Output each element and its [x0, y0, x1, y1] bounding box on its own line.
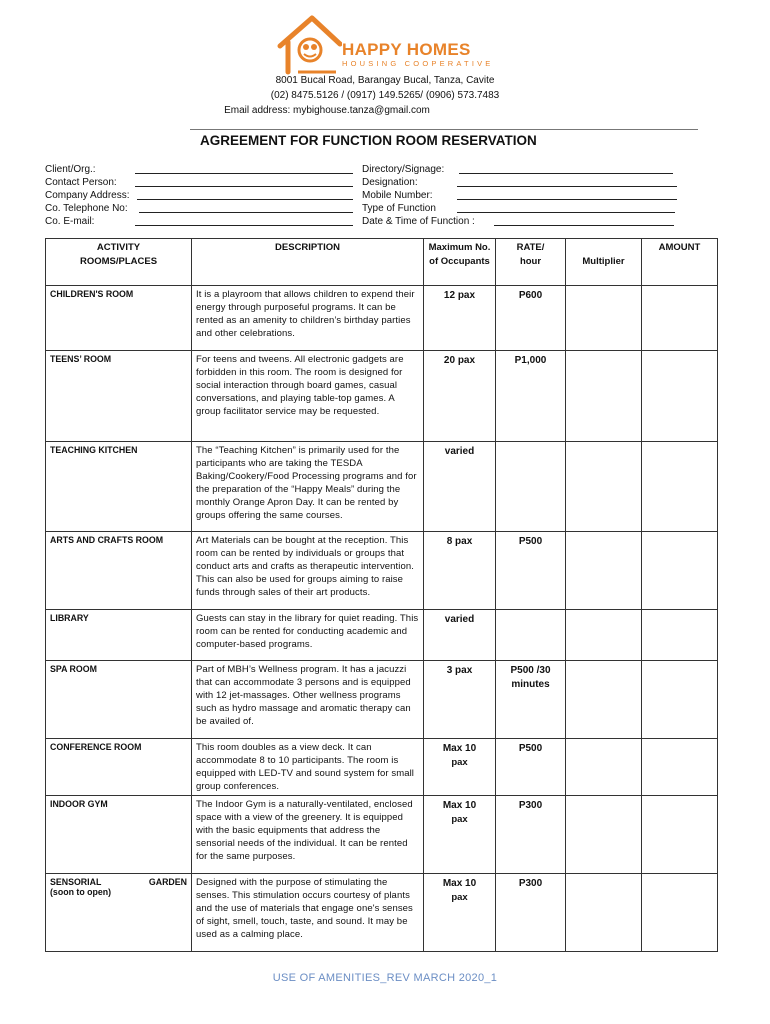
telephone-label: Co. Telephone No: [45, 203, 128, 214]
room-capacity [424, 874, 496, 952]
client-org-label: Client/Org.: [45, 164, 96, 175]
function-type-label: Type of Function [362, 203, 436, 214]
function-date-label: Date & Time of Function : [362, 216, 475, 227]
table-header-row [46, 239, 718, 286]
room-name-part2: GARDEN [148, 877, 187, 887]
function-fields [362, 163, 475, 228]
room-capacity: 8 pax [424, 532, 496, 610]
room-capacity-value: Max 10 [442, 743, 477, 754]
room-rate: P300 [496, 796, 566, 874]
room-rate: P500 [496, 532, 566, 610]
room-name: LIBRARY [46, 610, 192, 661]
mobile-number-field[interactable] [457, 199, 677, 200]
client-org-field[interactable] [135, 173, 353, 174]
room-name: INDOOR GYM [46, 796, 192, 874]
room-capacity-unit: pax [451, 892, 468, 903]
table-row [46, 610, 718, 661]
room-rate: P600 [496, 286, 566, 351]
table-row [46, 661, 718, 739]
room-capacity: 12 pax [424, 286, 496, 351]
room-rate [496, 442, 566, 532]
header-amount: AMOUNT [642, 239, 718, 286]
multiplier-cell[interactable] [566, 610, 642, 661]
header-rate: RATE/ hour [496, 239, 566, 286]
room-description: Guests can stay in the library for quiet reading. This room can be rented for conducting academic and computer-based programs. [192, 610, 424, 661]
contact-person-field[interactable] [135, 186, 353, 187]
room-description: The “Teaching Kitchen” is primarily used for the participants who are taking the TESDA Baking/Cookery/Food Processing programs and for the preparation of the “Happy Meals” during the monthly Orange Apron Day. It can be rented by groups offering the same courses. [192, 442, 424, 532]
room-rate: P1,000 [496, 351, 566, 442]
header-activity: ACTIVITY ROOMS/PLACES [46, 239, 192, 286]
logo-title: HAPPY HOMES [342, 40, 471, 59]
room-description: Art Materials can be bought at the reception. This room can be rented by individuals or groups that conduct arts and crafts as therapeutic intervention. This can also be used for groups aiming to raise funds through sales of their art products. [192, 532, 424, 610]
header-description: DESCRIPTION [192, 239, 424, 286]
multiplier-cell[interactable] [566, 739, 642, 796]
amount-cell[interactable] [642, 661, 718, 739]
mobile-number-label: Mobile Number: [362, 190, 433, 201]
room-rate: P300 [496, 874, 566, 952]
address: 8001 Bucal Road, Barangay Bucal, Tanza, Cavite [275, 75, 495, 86]
room-note: (soon to open) [50, 887, 112, 897]
telephone-field[interactable] [139, 212, 353, 213]
signage-label: Directory/Signage: [362, 164, 445, 175]
multiplier-cell[interactable] [566, 796, 642, 874]
page-title: AGREEMENT FOR FUNCTION ROOM RESERVATION [200, 133, 537, 148]
house-logo-icon [276, 14, 342, 76]
email-label: Co. E-mail: [45, 216, 95, 227]
logo [276, 14, 496, 76]
multiplier-cell[interactable] [566, 661, 642, 739]
room-name [46, 874, 192, 952]
amount-cell[interactable] [642, 351, 718, 442]
amount-cell[interactable] [642, 874, 718, 952]
designation-label: Designation: [362, 177, 418, 188]
table-row [46, 532, 718, 610]
company-address-field[interactable] [137, 199, 353, 200]
room-capacity [424, 739, 496, 796]
room-rate: P500 /30 minutes [496, 661, 566, 739]
multiplier-cell[interactable] [566, 351, 642, 442]
room-capacity: 3 pax [424, 661, 496, 739]
room-capacity [424, 796, 496, 874]
room-capacity: varied [424, 442, 496, 532]
signage-field[interactable] [459, 173, 673, 174]
room-description: The Indoor Gym is a naturally-ventilated, enclosed space with a view of the greenery. It is equipped with the basic equipments that address the sensorial needs of the individual. It can be rented for the same purposes. [192, 796, 424, 874]
multiplier-cell[interactable] [566, 442, 642, 532]
room-description: It is a playroom that allows children to expend their energy through purposeful programs. It can be rented as an amenity to children’s birthday parties and other celebrations. [192, 286, 424, 351]
amount-cell[interactable] [642, 610, 718, 661]
table-row [46, 739, 718, 796]
room-name: CONFERENCE ROOM [46, 739, 192, 796]
table-row [46, 442, 718, 532]
room-capacity-unit: pax [451, 814, 468, 825]
amount-cell[interactable] [642, 796, 718, 874]
table-row [46, 351, 718, 442]
room-capacity-value: Max 10 [442, 878, 477, 889]
logo-subtitle: HOUSING COOPERATIVE [342, 59, 494, 68]
room-name: CHILDREN'S ROOM [46, 286, 192, 351]
table-row [46, 874, 718, 952]
table-row [46, 796, 718, 874]
room-description: Designed with the purpose of stimulating the senses. This stimulation occurs courtesy of plants and the use of materials that engage one's senses of sight, smell, touch, taste, and sound. It may be used as a calming place. [192, 874, 424, 952]
client-fields [45, 163, 130, 228]
room-rate [496, 610, 566, 661]
divider [190, 129, 698, 130]
multiplier-cell[interactable] [566, 286, 642, 351]
room-name: TEENS’ ROOM [46, 351, 192, 442]
room-name-part1: SENSORIAL [50, 877, 102, 887]
multiplier-cell[interactable] [566, 532, 642, 610]
amount-cell[interactable] [642, 286, 718, 351]
company-address-label: Company Address: [45, 190, 130, 201]
contact-person-label: Contact Person: [45, 177, 117, 188]
table-row [46, 286, 718, 351]
room-rate: P500 [496, 739, 566, 796]
header-max-occupants: Maximum No. of Occupants [424, 239, 496, 286]
room-name: SPA ROOM [46, 661, 192, 739]
room-capacity-value: Max 10 [442, 800, 477, 811]
amount-cell[interactable] [642, 532, 718, 610]
designation-field[interactable] [457, 186, 677, 187]
amount-cell[interactable] [642, 739, 718, 796]
amount-cell[interactable] [642, 442, 718, 532]
room-capacity: varied [424, 610, 496, 661]
phone-numbers: (02) 8475.5126 / (0917) 149.5265/ (0906) 573.7483 [270, 90, 500, 101]
rooms-table [45, 238, 718, 952]
room-description: Part of MBH’s Wellness program. It has a jacuzzi that can accommodate 3 persons and is equipped with 12 jet-massages. Other wellness programs such as hydro massage and aromatic therapy can be availed of. [192, 661, 424, 739]
document-footer: USE OF AMENITIES_REV MARCH 2020_1 [272, 972, 498, 984]
room-description: This room doubles as a view deck. It can accommodate 8 to 10 participants. The room is equipped with LED-TV and sound system for small group conferences. [192, 739, 424, 796]
room-name: ARTS AND CRAFTS ROOM [46, 532, 192, 610]
room-capacity: 20 pax [424, 351, 496, 442]
email-address: Email address: mybighouse.tanza@gmail.com [224, 105, 430, 116]
email-field[interactable] [135, 225, 353, 226]
function-date-field[interactable] [494, 225, 674, 226]
multiplier-cell[interactable] [566, 874, 642, 952]
room-capacity-unit: pax [451, 757, 468, 768]
room-description: For teens and tweens. All electronic gadgets are forbidden in this room. The room is designed for social interaction through board games, casual conversations, and playing table-top games. A group facilitator service may be requested. [192, 351, 424, 442]
header-multiplier: Multiplier [566, 239, 642, 286]
room-name: TEACHING KITCHEN [46, 442, 192, 532]
function-type-field[interactable] [457, 212, 675, 213]
